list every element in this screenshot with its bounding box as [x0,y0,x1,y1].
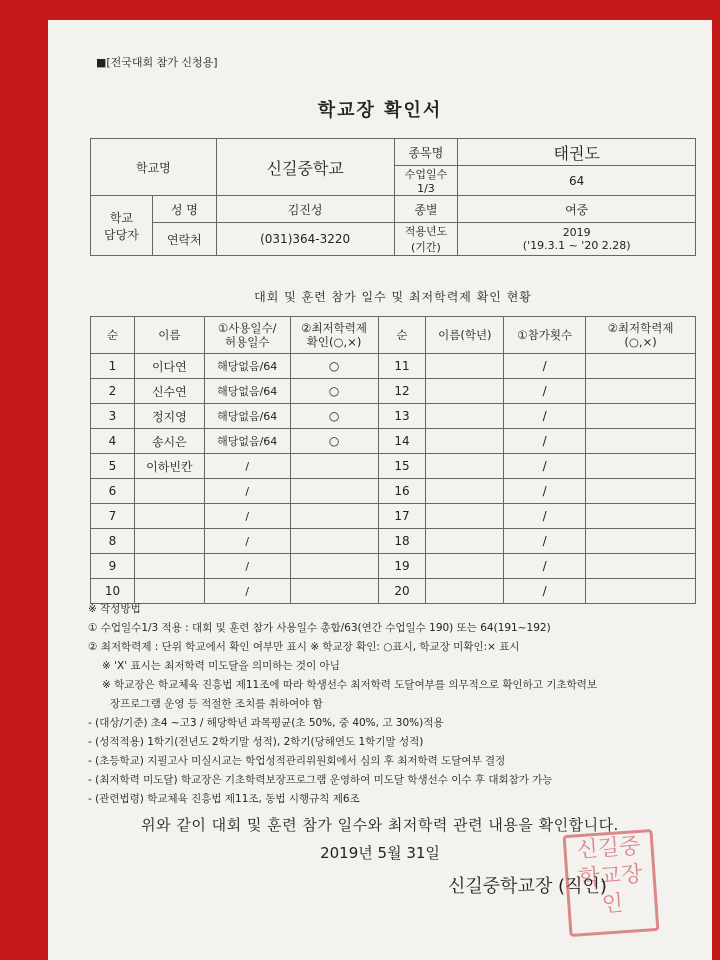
row-days: 해당없음/64 [204,379,290,404]
instruction-line: ※ 'X' 표시는 최저학력 미도달을 의미하는 것이 아님 [102,660,340,672]
row-min-grade: ○ [290,379,378,404]
instruction-line: ※ 작성방법 [88,603,141,615]
row-count-2: / [504,504,586,529]
table-row [91,554,696,579]
row-count-2: / [504,479,586,504]
row-no-2: 15 [378,454,426,479]
row-min-grade [290,529,378,554]
row-no: 6 [91,479,135,504]
row-min-grade-2 [586,479,696,504]
col-count-2: ①참가횟수 [504,317,586,354]
table-row [91,379,696,404]
row-min-grade-2 [586,529,696,554]
row-count-2: / [504,354,586,379]
col-name: 이름 [134,317,204,354]
table-row [91,529,696,554]
teacher-label: 학교 담당자 [91,196,153,256]
instruction-line: 장프로그램 운영 등 적절한 조치를 취하여야 함 [110,698,323,710]
row-name-2 [426,479,504,504]
col-days: ①사용일수/ 허용일수 [204,317,290,354]
col-no-2: 순 [378,317,426,354]
row-count-2: / [504,579,586,604]
row-days: 해당없음/64 [204,354,290,379]
row-name-2 [426,354,504,379]
row-no-2: 12 [378,379,426,404]
row-name-2 [426,454,504,479]
year-label: 적용년도 (기간) [394,223,458,256]
row-no: 1 [91,354,135,379]
row-no: 4 [91,429,135,454]
row-name-2 [426,529,504,554]
row-days: / [204,504,290,529]
col-min-grade-2: ②최저학력제 (○,×) [586,317,696,354]
form-tag: ■[전국대회 참가 신청용] [96,56,218,69]
row-min-grade [290,454,378,479]
teacher-name: 김진성 [216,196,394,223]
row-min-grade-2 [586,354,696,379]
name-label: 성 명 [152,196,216,223]
table-row [91,504,696,529]
category-value: 여중 [458,196,696,223]
row-no: 10 [91,579,135,604]
signer: 신길중학교장 (직인) [448,876,607,897]
col-name-2: 이름(학년) [426,317,504,354]
row-no: 3 [91,404,135,429]
official-seal: 신길중 학교장 인 [563,829,660,937]
instruction-line: - (관련법령) 학교체육 진흥법 제11조, 동법 시행규칙 제6조 [88,793,360,805]
row-no: 5 [91,454,135,479]
col-min-grade: ②최저학력제 확인(○,×) [290,317,378,354]
table-row [91,354,696,379]
row-count-2: / [504,529,586,554]
row-name [134,479,204,504]
row-min-grade: ○ [290,404,378,429]
row-min-grade-2 [586,379,696,404]
row-min-grade-2 [586,554,696,579]
table-row [91,404,696,429]
row-days: 해당없음/64 [204,429,290,454]
col-no: 순 [91,317,135,354]
row-no: 2 [91,379,135,404]
row-name [134,554,204,579]
row-name [134,529,204,554]
confirm-statement: 위와 같이 대회 및 훈련 참가 일수와 최저학력 관련 내용을 확인합니다. [141,816,619,834]
issue-date: 2019년 5월 31일 [320,844,440,862]
row-name [134,504,204,529]
year-value: 2019 ('19.3.1 ~ '20 2.28) [458,223,696,256]
contact-label: 연락처 [152,223,216,256]
row-count-2: / [504,554,586,579]
row-min-grade-2 [586,454,696,479]
event-label: 종목명 [394,139,458,166]
row-name-2 [426,504,504,529]
row-no-2: 13 [378,404,426,429]
table-row [91,429,696,454]
roster-title: 대회 및 훈련 참가 일수 및 최저학력제 확인 현황 [254,290,532,304]
instruction-line: ① 수업일수1/3 적용 : 대회 및 훈련 참가 사용일수 총합/63(연간 수업일수 190) 또는 64(191~192) [88,622,551,634]
row-no-2: 18 [378,529,426,554]
row-no-2: 20 [378,579,426,604]
row-no: 9 [91,554,135,579]
row-name: 이다연 [134,354,204,379]
instruction-line: - (최저학력 미도달) 학교장은 기초학력보장프로그램 운영하여 미도달 학생선수 이수 후 대회참가 가능 [88,774,553,786]
page-title: 학교장 확인서 [317,100,443,121]
row-count-2: / [504,429,586,454]
row-name: 이하빈칸 [134,454,204,479]
row-name-2 [426,404,504,429]
row-count-2: / [504,404,586,429]
row-count-2: / [504,454,586,479]
row-min-grade [290,554,378,579]
row-no: 7 [91,504,135,529]
row-days: / [204,479,290,504]
instruction-line: - (성적적용) 1학기(전년도 2학기말 성적), 2학기(당해연도 1학기말 성적) [88,736,424,748]
row-name: 신수연 [134,379,204,404]
instruction-line: - (초등학교) 지필고사 미실시교는 학업성적관리위원회에서 심의 후 최저학력 도달여부 결정 [88,755,506,767]
category-label: 종별 [394,196,458,223]
event-value: 태권도 [458,139,696,166]
row-min-grade: ○ [290,429,378,454]
row-no-2: 14 [378,429,426,454]
row-days: / [204,529,290,554]
row-no-2: 19 [378,554,426,579]
row-name-2 [426,429,504,454]
row-min-grade [290,479,378,504]
instruction-line: ② 최저학력제 : 단위 학교에서 확인 여부만 표시 ※ 학교장 확인: ○표시, 학교장 미확인:× 표시 [88,641,520,653]
row-name-2 [426,379,504,404]
table-row [91,454,696,479]
row-name: 정지영 [134,404,204,429]
instructions [88,600,698,809]
school-name: 신길중학교 [216,139,394,196]
row-min-grade [290,504,378,529]
instruction-line: ※ 학교장은 학교체육 진흥법 제11조에 따라 학생선수 최저학력 도달여부를 의무적으로 확인하고 기초학력보 [102,679,598,691]
row-no-2: 16 [378,479,426,504]
row-name: 송시은 [134,429,204,454]
row-min-grade-2 [586,404,696,429]
row-no-2: 11 [378,354,426,379]
row-min-grade-2 [586,504,696,529]
document-page [48,20,712,960]
row-days: / [204,579,290,604]
contact-value: (031)364-3220 [216,223,394,256]
row-name-2 [426,554,504,579]
row-days: / [204,554,290,579]
row-no: 8 [91,529,135,554]
roster-table [90,316,696,604]
days-value: 64 [458,166,696,196]
school-label: 학교명 [91,139,217,196]
row-min-grade-2 [586,429,696,454]
row-days: / [204,454,290,479]
instruction-line: - (대상/기준) 초4 ~고3 / 해당학년 과목평균(초 50%, 중 40%, 고 30%)적용 [88,717,444,729]
row-days: 해당없음/64 [204,404,290,429]
table-row [91,479,696,504]
row-min-grade: ○ [290,354,378,379]
row-count-2: / [504,379,586,404]
school-info-table [90,138,696,256]
row-no-2: 17 [378,504,426,529]
days-label: 수업일수 1/3 [394,166,458,196]
